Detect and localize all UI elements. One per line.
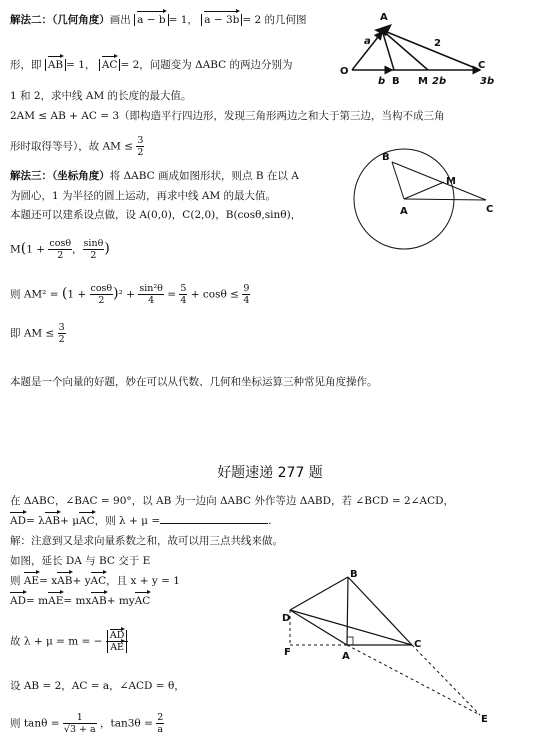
segment [290,610,347,645]
label-b-point: B [392,76,400,87]
label-c: C [478,60,486,71]
method2-line4: 2AM ≤ AB + AC = 3（即构造平行四边形，发现三角形两边之和大于第三边，当构不成三角 [10,110,445,122]
problem-title: 好题速递 277 题 [217,465,323,481]
summary: 本题是一个向量的好题，妙在可以从代数、几何和坐标运算三种常见角度操作。 [10,376,378,388]
dashed-line [347,645,480,715]
label-a: A [400,206,408,217]
method3-line3: 本题还可以建系设点做，设 A(0,0)，C(2,0)，B(cosθ,sinθ)， [10,209,302,221]
solution-line2: 如图，延长 DA 与 BC 交于 E [10,555,151,567]
segment [290,610,412,645]
label-d: D [282,613,291,624]
method3-conclusion: 即 AM ≤ $\frac{3}{2}$ [10,322,65,345]
solution-line4: AD= mAE= mxAB+ myAC [10,595,151,607]
method2-line1: 解法二：（几何角度）画出 a − b = 1， a − 3b = 2 的几何图 [10,14,307,26]
median [404,182,444,199]
label-3b: 3b [480,76,495,87]
right-angle-mark [347,637,353,645]
method3-point-m: M(1 + $\frac{\cos\theta}{2}$ ， $\frac{\sin\theta}{2}$ ) [10,238,110,261]
label-f: F [284,647,291,658]
method2-line5: 形时取得等号），故 AM ≤ $\frac{3}{2}$ [10,135,144,158]
method2-line3: 1 和 2，求中线 AM 的长度的最大值。 [10,90,192,102]
solution-line7: 则 tanθ = $\frac{1}{√3 + a}$ ，tan3θ = $\frac{2}{a}$ [10,712,164,735]
label-two: 2 [434,38,441,49]
method3-equation: 则 AM² = (1 + $\frac{\cos\theta}{2}$ )² + $\frac{\text{sin²θ}}{4}$ = $\frac{5}{4}$ + cosθ ≤ $\frac{9}{4}$ [10,283,250,306]
problem-line1: 在 ΔABC，∠BAC = 90°，以 AB 为一边向 ΔABC 外作等边 ΔABD，若 ∠BCD = 2∠ACD， [10,495,455,507]
method3-line2: 为圆心，1 为半径的圆上运动，再求中线 AM 的最大值。 [10,190,277,202]
label-b: B [350,569,358,580]
dashed-line [412,645,480,715]
triangle-side [392,162,404,199]
answer-blank[interactable] [160,513,268,524]
triangle-figure [280,565,500,745]
method3-line1: 解法三：（坐标角度）将 ΔABC 画成如图形状，则点 B 在以 A [10,170,299,182]
segment [290,577,348,610]
solution-line6: 设 AB = 2，AC = a，∠ACD = θ， [10,680,185,692]
problem-line2: AD= λAB+ μAC，则 λ + μ = . [10,515,272,527]
solution-line1: 解：注意到又是求向量系数之和，故可以用三点共线来做。 [10,535,283,547]
method2-heading: 解法二：（几何角度） [10,14,110,26]
label-2b: 2b [432,76,447,87]
label-b: B [382,152,390,163]
vector-figure [330,8,530,88]
label-m: M [418,76,428,87]
arrow-tip [374,24,392,36]
label-a: A [342,651,350,662]
solution-line5: 故 λ + μ = m = − $\frac{AD}{AE}$ [10,630,128,653]
label-a-upper: A [380,12,388,23]
circle-figure [352,146,512,258]
label-e: E [481,714,488,725]
segment [347,577,348,645]
label-m: M [446,176,456,187]
segment [348,577,412,645]
triangle-side [392,162,486,200]
label-c: C [414,639,422,650]
label-b: b [378,76,386,87]
label-o: O [340,66,349,77]
label-c: C [486,204,494,215]
method3-heading: 解法三：（坐标角度） [10,170,110,182]
triangle-side [404,199,486,200]
segment [382,30,428,70]
segment [382,30,480,70]
method2-line2: 形，即 AB = 1， AC = 2，问题变为 ΔABC 的两边分别为 [10,59,293,71]
label-a-lower: a [364,36,371,47]
solution-line3: 则 AE= xAB+ yAC，且 x + y = 1 [10,575,180,587]
